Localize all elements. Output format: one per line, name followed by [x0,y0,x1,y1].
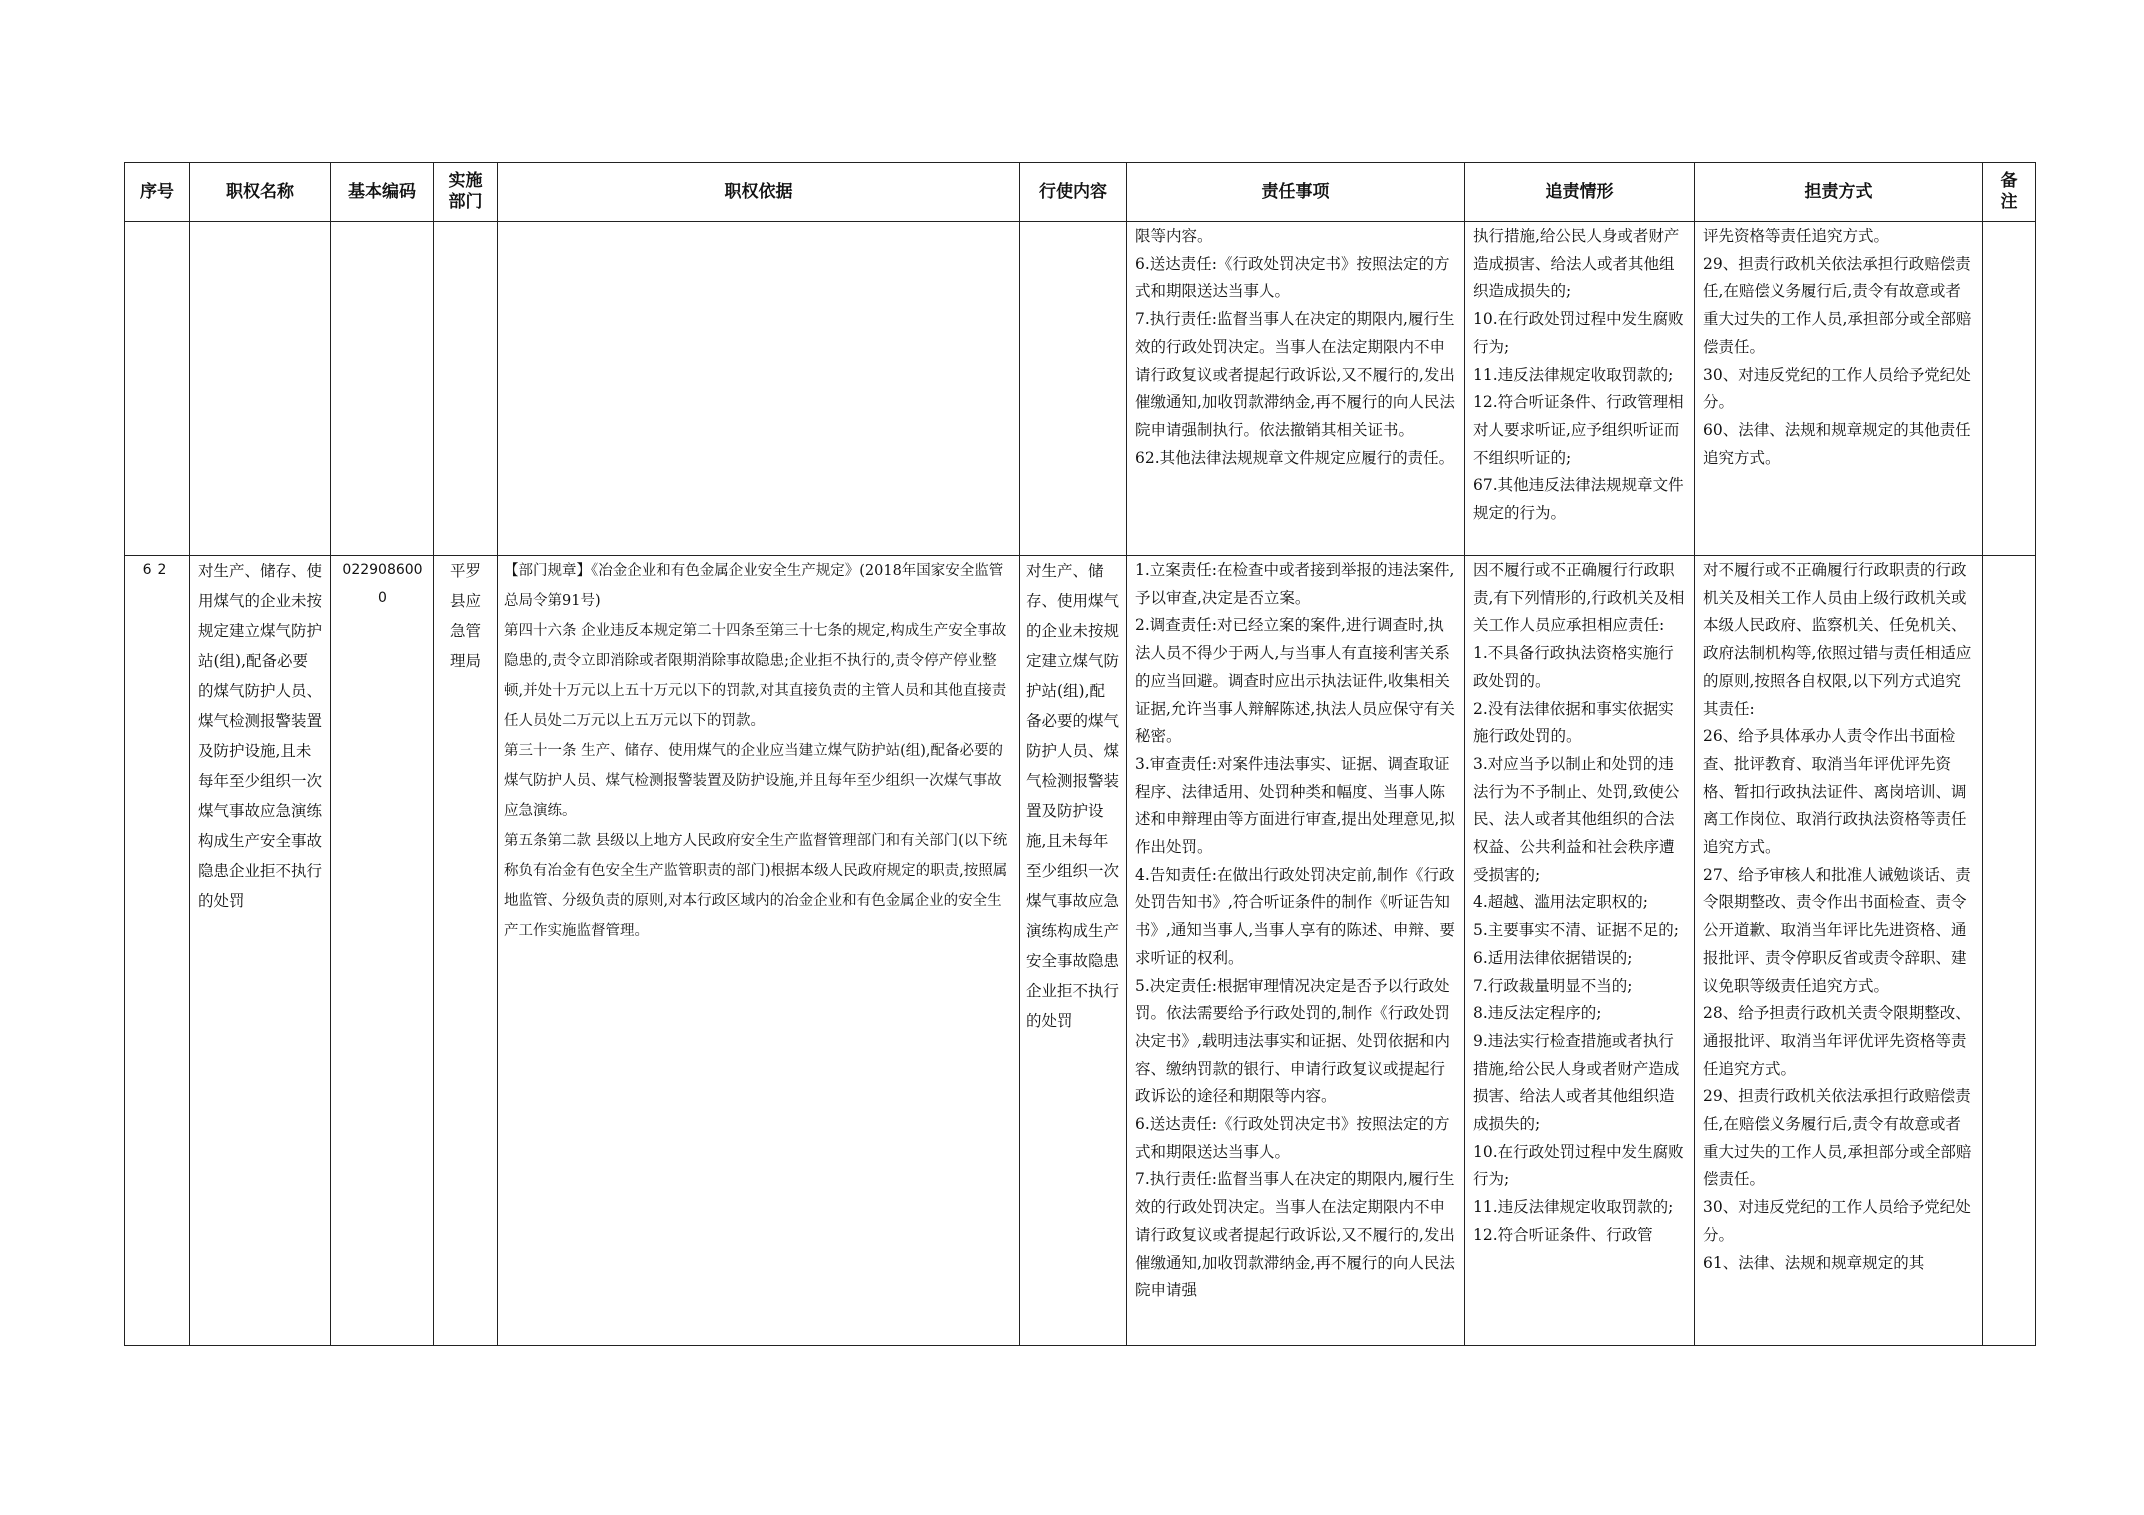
header-duty: 责任事项 [1127,163,1465,222]
row2-basis-text: 【部门规章】《冶金企业和有色金属企业安全生产规定》(2018年国家安全监管总局令第91号) 第四十六条 企业违反本规定第二十四条至第三十七条的规定,构成生产安全事故隐患的,责令立即消除或者限期消除事故隐患;企业拒不执行的,责令停产停业整顿,并处十万元以上五十万元以下的罚款,对其直接负责的主管人员和其他直接责任人员处二万元以上五万元以下的罚款。 第三十一条 生产、储存、使用煤气的企业应当建立煤气防护站(组),配备必要的煤气防护人员、煤气检测报警装置及防护设施,并且每年至少组织一次煤气事故应急演练。 第五条第二款 县级以上地方人民政府安全生产监督管理部门和有关部门(以下统称负有冶金有色安全生产监管职责的部门)根据本级人民政府规定的职责,按照属地监管、分级负责的原则,对本行政区域内的冶金企业和有色金属企业的安全生产工作实施监督管理。 [504,563,1008,939]
row1-responsibility-cell [1695,222,1983,556]
row2-code-cell [331,556,434,1346]
table-row [125,556,2036,1346]
row2-responsibility-text: 对不履行或不正确履行行政职责的行政机关及相关工作人员由上级行政机关或本级人民政府、监察机关、任免机关、政府法制机构等,依照过错与责任相适应的原则,按照各自权限,以下列方式追究其责任: 26、给予具体承办人责令作出书面检查、批评教育、取消当年评优评先资格、暂扣行政执法证件、离岗培训、调离工作岗位、取消行政执法资格等责任追究方式。 27、给予审核人和批准人诫勉谈话、责令限期整改、责令作出书面检查、责令公开道歉、取消当年评比先进资格、通报批评、责令停职反省或责令辞职、建议免职等级责任追究方式。 28、给予担责行政机关责令限期整改、通报批评、取消当年评优评先资格等责任追究方式。 29、担责行政机关依法承担行政赔偿责任,在赔偿义务履行后,责令有故意或者重大过失的工作人员,承担部分或全部赔偿责任。 30、对违反党纪的工作人员给予党纪处分。 61、法律、法规和规章规定的其 [1703,561,1972,1272]
header-remark: 备 注 [1983,163,2036,222]
row1-name-cell [190,222,331,556]
row2-dept-cell [434,556,498,1346]
table-header-row [125,163,2036,222]
row2-responsibility-cell [1695,556,1983,1346]
row2-basis-cell [498,556,1020,1346]
header-code: 基本编码 [331,163,434,222]
row2-name-text: 对生产、储存、使用煤气的企业未按规定建立煤气防护站(组),配备必要的煤气防护人员、煤气检测报警装置及防护设施,且未每年至少组织一次煤气事故应急演练构成生产安全事故隐患企业拒不执行的处罚 [198,562,323,910]
header-basis: 职权依据 [498,163,1020,222]
row1-responsibility-text: 评先资格等责任追究方式。 29、担责行政机关依法承担行政赔偿责任,在赔偿义务履行后,责令有故意或者重大过失的工作人员,承担部分或全部赔偿责任。 30、对违反党纪的工作人员给予党纪处分。 60、法律、法规和规章规定的其他责任追究方式。 [1703,227,1972,467]
row2-dept-text: 平罗县应急管理局 [449,562,481,670]
row2-code-text: 0229086000 [342,562,423,606]
row2-duty-cell [1127,556,1465,1346]
row1-duty-cell [1127,222,1465,556]
table-row [125,222,2036,556]
row2-duty-text: 1.立案责任:在检查中或者接到举报的违法案件,予以审查,决定是否立案。 2.调查责任:对已经立案的案件,进行调查时,执法人员不得少于两人,与当事人有直接利害关系的应当回避。调查时应出示执法证件,收集相关证据,允许当事人辩解陈述,执法人员应保守有关秘密。 3.审查责任:对案件违法事实、证据、调查取证程序、法律适用、处罚种类和幅度、当事人陈述和申辩理由等方面进行审查,提出处理意见,拟作出处罚。 4.告知责任:在做出行政处罚决定前,制作《行政处罚告知书》,符合听证条件的制作《听证告知书》,通知当事人,当事人享有的陈述、申辩、要求听证的权利。 5.决定责任:根据审理情况决定是否予以行政处罚。依法需要给予行政处罚的,制作《行政处罚决定书》,载明违法事实和证据、处罚依据和内容、缴纳罚款的银行、申请行政复议或提起行政诉讼的途径和期限等内容。 6.送达责任:《行政处罚决定书》按照法定的方式和期限送达当事人。 7.执行责任:监督当事人在决定的期限内,履行生效的行政处罚决定。当事人在法定期限内不申请行政复议或者提起行政诉讼,又不履行的,发出催缴通知,加收罚款滞纳金,再不履行的向人民法院申请强 [1135,561,1455,1300]
duty-table [124,162,2036,1346]
row2-seq-cell [125,556,190,1346]
header-accountability: 追责情形 [1465,163,1695,222]
row1-accountability-text: 执行措施,给公民人身或者财产造成损害、给法人或者其他组织造成损失的; 10.在行政处罚过程中发生腐败行为; 11.违反法律规定收取罚款的; 12.符合听证条件、行政管理相对人要求听证,应予组织听证而不组织听证的; 67.其他违反法律法规规章文件规定的行为。 [1473,227,1684,523]
header-dept: 实施 部门 [434,163,498,222]
row1-duty-text: 限等内容。 6.送达责任:《行政处罚决定书》按照法定的方式和期限送达当事人。 7.执行责任:监督当事人在决定的期限内,履行生效的行政处罚决定。当事人在法定期限内不申请行政复议或者提起行政诉讼,又不履行的,发出催缴通知,加收罚款滞纳金,再不履行的向人民法院申请强制执行。依法撤销其相关证书。 62.其他法律法规规章文件规定应履行的责任。 [1135,227,1455,467]
row1-remark-cell [1983,222,2036,556]
row1-content-cell [1020,222,1127,556]
header-name: 职权名称 [190,163,331,222]
row2-remark-cell [1983,556,2036,1346]
header-content: 行使内容 [1020,163,1127,222]
header-seq: 序号 [125,163,190,222]
row2-content-text: 对生产、储存、使用煤气的企业未按规定建立煤气防护站(组),配备必要的煤气防护人员、煤气检测报警装置及防护设施,且未每年至少组织一次煤气事故应急演练构成生产安全事故隐患企业拒不执行的处罚 [1026,562,1120,1030]
row1-code-cell [331,222,434,556]
row2-content-cell [1020,556,1127,1346]
row2-accountability-text: 因不履行或不正确履行行政职责,有下列情形的,行政机关及相关工作人员应承担相应责任: 1.不具备行政执法资格实施行政处罚的。 2.没有法律依据和事实依据实施行政处罚的。 3.对应当予以制止和处罚的违法行为不予制止、处罚,致使公民、法人或者其他组织的合法权益、公共利益和社会秩序遭受损害的; 4.超越、滥用法定职权的; 5.主要事实不清、证据不足的; 6.适用法律依据错误的; 7.行政裁量明显不当的; 8.违反法定程序的; 9.违法实行检查措施或者执行措施,给公民人身或者财产造成损害、给法人或者其他组织造成损失的; 10.在行政处罚过程中发生腐败行为; 11.违反法律规定收取罚款的; 12.符合听证条件、行政管 [1473,561,1685,1244]
row1-seq-cell [125,222,190,556]
row2-accountability-cell [1465,556,1695,1346]
header-responsibility: 担责方式 [1695,163,1983,222]
row2-name-cell [190,556,331,1346]
row1-accountability-cell [1465,222,1695,556]
row1-dept-cell [434,222,498,556]
row1-basis-cell [498,222,1020,556]
row2-seq-text: 62 [142,562,173,578]
